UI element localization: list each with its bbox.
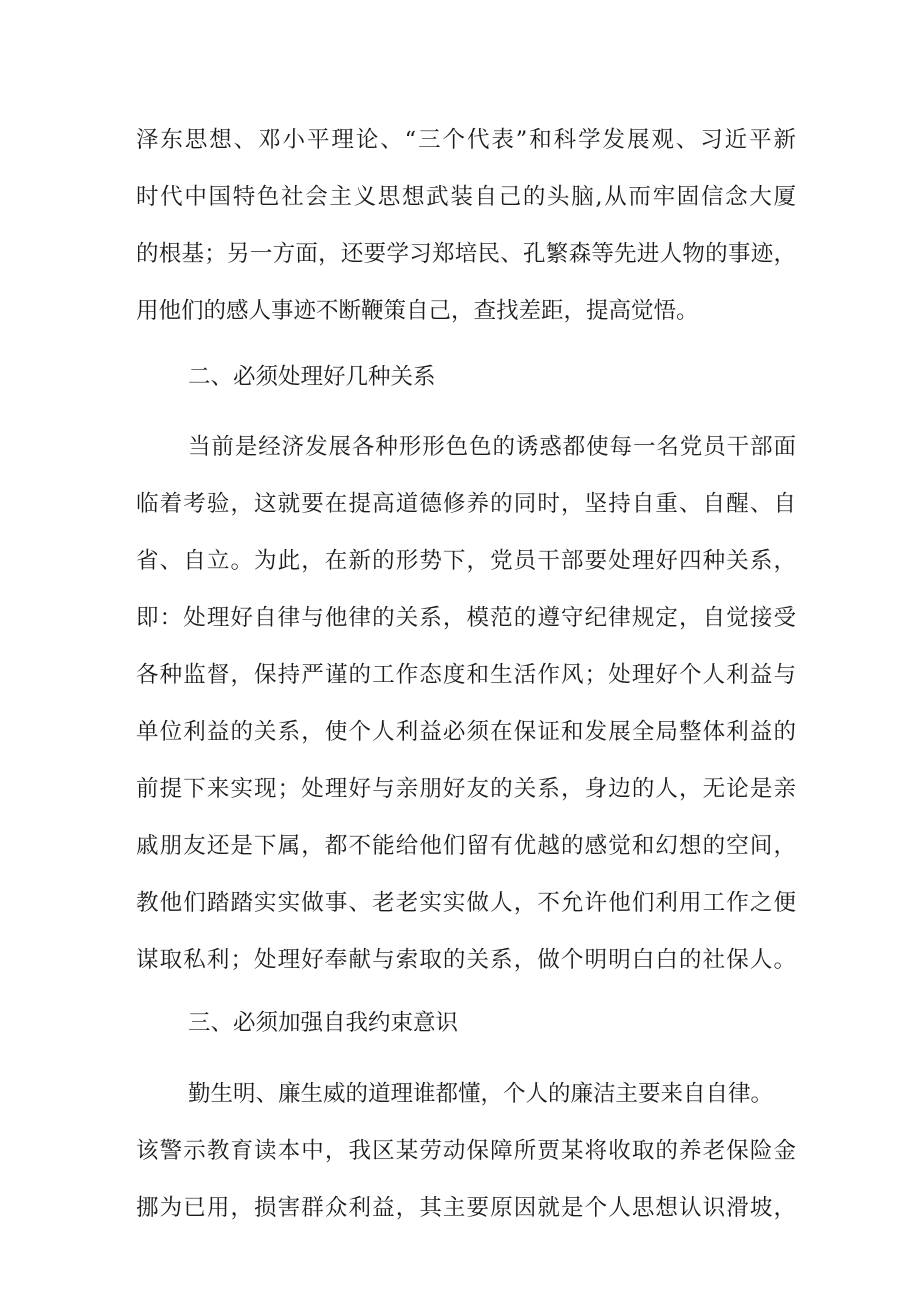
paragraph-2-line-7: 前提下来实现；处理好与亲朋好友的关系，身边的人，无论是亲 xyxy=(136,776,796,802)
paragraph-2-line-3: 省、自立。为此，在新的形势下，党员干部要处理好四种关系， xyxy=(136,548,796,574)
section-heading-3: 三、必须加强自我约束意识 xyxy=(188,1010,459,1036)
paragraph-2-line-8: 戚朋友还是下属，都不能给他们留有优越的感觉和幻想的空间， xyxy=(136,833,796,859)
paragraph-1-line-2: 时代中国特色社会主义思想武装自己的头脑,从而牢固信念大厦 xyxy=(136,184,796,210)
paragraph-3-line-3: 挪为已用，损害群众利益，其主要原因就是个人思想认识滑坡， xyxy=(136,1195,796,1221)
paragraph-2-line-4: 即：处理好自律与他律的关系，模范的遵守纪律规定，自觉接受 xyxy=(136,605,796,631)
paragraph-3-line-1: 勤生明、廉生威的道理谁都懂，个人的廉洁主要来自自律。 xyxy=(188,1081,774,1107)
paragraph-1-line-4: 用他们的感人事迹不断鞭策自己，查找差距，提高觉悟。 xyxy=(136,298,699,324)
paragraph-2-line-6: 单位利益的关系，使个人利益必须在保证和发展全局整体利益的 xyxy=(136,719,796,745)
paragraph-3-line-2: 该警示教育读本中，我区某劳动保障所贾某将收取的养老保险金 xyxy=(136,1138,796,1164)
paragraph-2-line-1: 当前是经济发展各种形形色色的诱惑都使每一名党员干部面 xyxy=(188,434,796,460)
paragraph-1-line-1: 泽东思想、邓小平理论、“三个代表”和科学发展观、习近平新 xyxy=(136,127,796,153)
paragraph-2-line-5: 各种监督，保持严谨的工作态度和生活作风；处理好个人利益与 xyxy=(136,662,796,688)
paragraph-2-line-2: 临着考验，这就要在提高道德修养的同时，坚持自重、自醒、自 xyxy=(136,491,796,517)
paragraph-1-line-3: 的根基；另一方面，还要学习郑培民、孔繁森等先进人物的事迹， xyxy=(136,241,796,267)
paragraph-2-line-9: 教他们踏踏实实做事、老老实实做人，不允许他们利用工作之便 xyxy=(136,890,796,916)
section-heading-2: 二、必须处理好几种关系 xyxy=(188,364,436,390)
paragraph-2-line-10: 谋取私利；处理好奉献与索取的关系，做个明明白白的社保人。 xyxy=(136,947,796,973)
